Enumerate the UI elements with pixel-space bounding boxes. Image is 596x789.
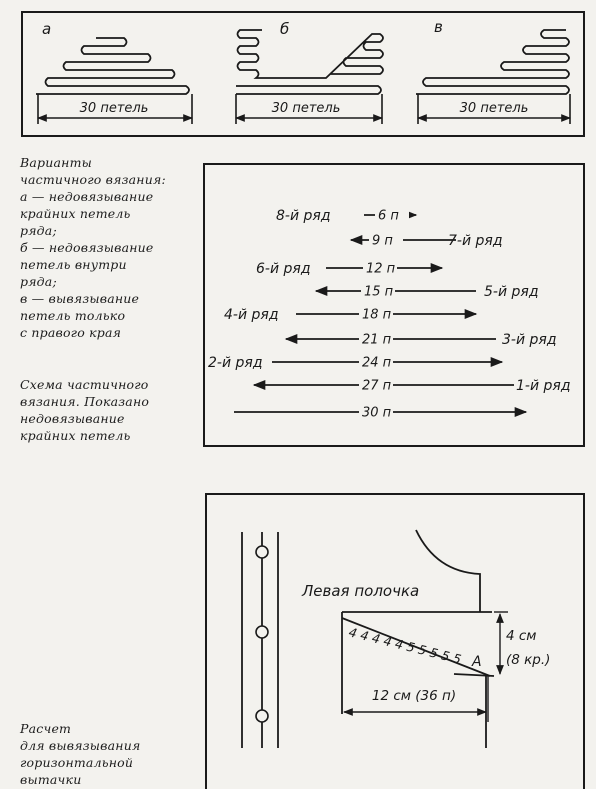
caption-line: ряда; xyxy=(20,274,57,289)
caption-dart xyxy=(20,720,140,788)
partial-knitting-variants-diagram xyxy=(0,0,596,150)
caption-line: вязания. Показано xyxy=(20,394,150,409)
row-stitch-count: 27 п xyxy=(362,378,392,394)
height-rows-label: (8 кр.) xyxy=(506,652,551,668)
row-stitch-count: 30 п xyxy=(362,405,392,421)
row-stitch-count: 6 п xyxy=(378,208,399,224)
row-stitch-count: 21 п xyxy=(362,332,392,348)
caption-line: в — вывязывание xyxy=(20,291,140,306)
caption-line: недовязывание xyxy=(20,411,125,426)
variant-a-label: 30 петель xyxy=(79,101,149,116)
dart-point-label: А xyxy=(472,654,482,670)
row-label: 1-й ряд xyxy=(516,378,571,394)
variant-b-label: 30 петель xyxy=(271,101,341,116)
caption-line: частичного вязания: xyxy=(20,172,166,187)
row-label: 6-й ряд xyxy=(256,261,311,277)
row-label: 8-й ряд xyxy=(276,208,331,224)
row-label: 2-й ряд xyxy=(208,355,263,371)
variant-c-letter: в xyxy=(434,18,443,36)
row-stitch-count: 24 п xyxy=(362,355,392,371)
button-icon xyxy=(256,546,268,558)
dart-title: Левая полочка xyxy=(302,582,420,600)
row-stitch-count: 15 п xyxy=(364,284,394,300)
caption-line: горизонтальной xyxy=(20,755,134,770)
row-label: 3-й ряд xyxy=(502,332,557,348)
button-icon xyxy=(256,626,268,638)
dart-row-digits: 4 4 4 4 4 5 5 5 5 5 xyxy=(347,624,463,667)
variant-a-drawing xyxy=(36,38,189,94)
caption-line: для вывязывания xyxy=(20,738,141,753)
variant-a-letter: а xyxy=(42,20,52,38)
caption-line: Расчет xyxy=(20,721,72,736)
button-icon xyxy=(256,710,268,722)
row-label: 4-й ряд xyxy=(224,307,279,323)
variant-b-letter: б xyxy=(280,20,290,38)
row-label: 7-й ряд xyxy=(448,233,503,249)
row-stitch-count: 18 п xyxy=(362,307,392,323)
caption-line: ряда; xyxy=(20,223,57,238)
variant-c-drawing xyxy=(416,30,569,94)
caption-line: Схема частичного xyxy=(20,377,149,392)
caption-line: крайних петель xyxy=(20,206,131,221)
partial-knitting-scheme xyxy=(196,160,590,452)
caption-line: крайних петель xyxy=(20,428,131,443)
row-stitch-count: 9 п xyxy=(372,233,393,249)
variant-b-drawing xyxy=(236,30,383,94)
caption-variants xyxy=(20,154,166,341)
caption-line: Варианты xyxy=(20,155,93,170)
caption-line: вытачки xyxy=(20,772,82,787)
width-label: 12 см (36 п) xyxy=(371,688,457,704)
caption-scheme xyxy=(20,376,149,444)
row-stitch-count: 12 п xyxy=(366,261,396,277)
caption-line: петель только xyxy=(20,308,126,323)
height-label: 4 см xyxy=(506,628,537,644)
variant-c-label: 30 петель xyxy=(459,101,529,116)
horizontal-dart-diagram xyxy=(196,486,590,789)
caption-line: петель внутри xyxy=(20,257,127,272)
row-label: 5-й ряд xyxy=(484,284,539,300)
armhole-curve xyxy=(416,530,480,612)
caption-line: а — недовязывание xyxy=(20,189,154,204)
caption-line: б — недовязывание xyxy=(20,240,154,255)
caption-line: с правого края xyxy=(20,325,122,340)
